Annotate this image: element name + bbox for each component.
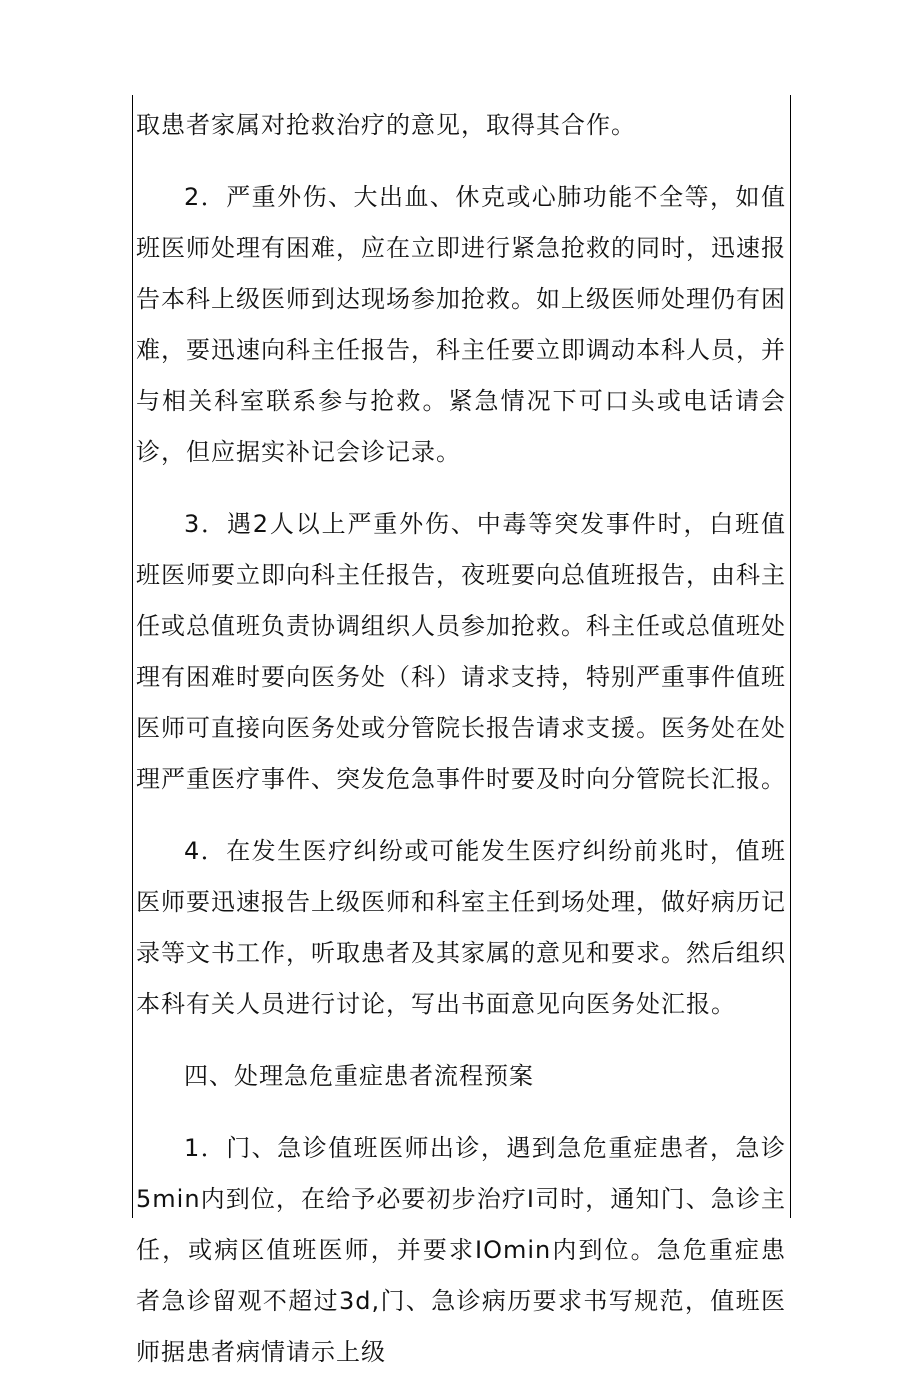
document-body: [136, 100, 786, 1378]
table-left-border: [132, 95, 133, 1218]
section-heading: 四、处理急危重症患者流程预案: [184, 1062, 534, 1090]
paragraph-continuation: 取患者家属对抢救治疗的意见，取得其合作。: [136, 111, 636, 139]
paragraph-item-4: 4．在发生医疗纠纷或可能发生医疗纠纷前兆时，值班医师要迅速报告上级医师和科室主任到场处理，做好病历记录等文书工作，听取患者及其家属的意见和要求。然后组织本科有关人员进行讨论，写出书面意见向医务处汇报。: [136, 837, 786, 1018]
paragraph-item-2: 2．严重外伤、大出血、休克或心肺功能不全等，如值班医师处理有困难，应在立即进行紧急抢救的同时，迅速报告本科上级医师到达现场参加抢救。如上级医师处理仍有困难，要迅速向科主任报告，科主任要立即调动本科人员，并与相关科室联系参与抢救。紧急情况下可口头或电话请会诊，但应据实补记会诊记录。: [136, 183, 786, 466]
table-right-border: [790, 95, 791, 1218]
paragraph-item-3: 3．遇2人以上严重外伤、中毒等突发事件时，白班值班医师要立即向科主任报告，夜班要向总值班报告，由科主任或总值班负责协调组织人员参加抢救。科主任或总值班处理有困难时要向医务处（科）请求支持，特别严重事件值班医师可直接向医务处或分管院长报告请求支援。医务处在处理严重医疗事件、突发危急事件时要及时向分管院长汇报。: [136, 510, 786, 793]
paragraph-item-1: 1．门、急诊值班医师出诊，遇到急危重症患者，急诊5min内到位，在给予必要初步治疗I司时，通知门、急诊主任，或病区值班医师，并要求IOmin内到位。急危重症患者急诊留观不超过3d,门、急诊病历要求书写规范，值班医师据患者病情请示上级: [136, 1134, 786, 1366]
